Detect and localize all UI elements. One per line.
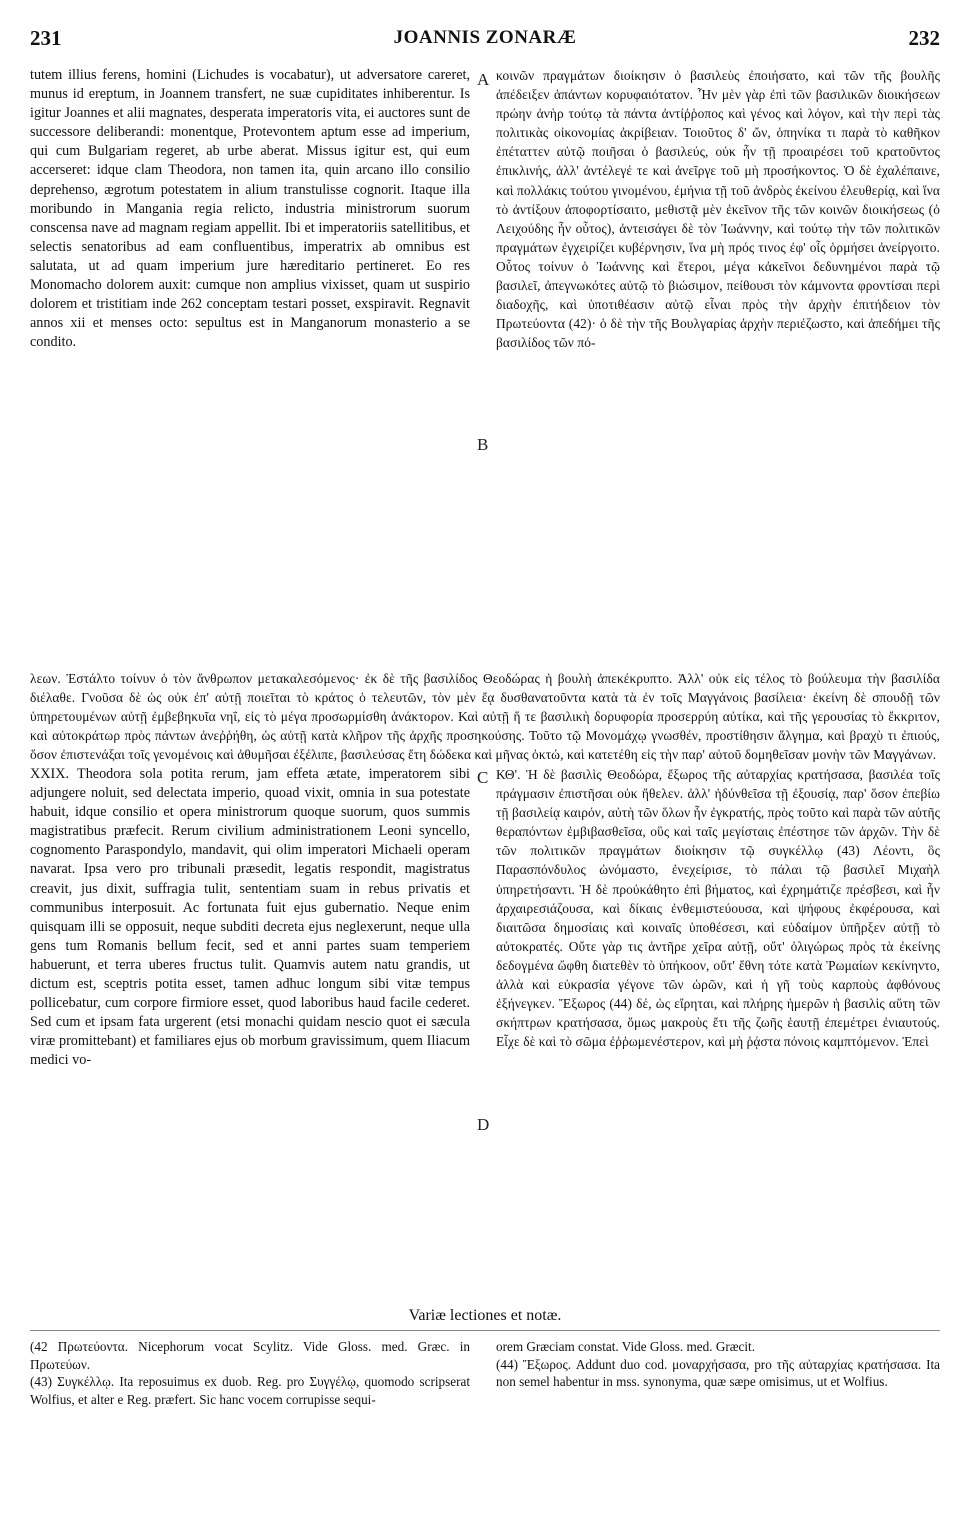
margin-letter-a: A	[477, 70, 490, 89]
notes-divider	[30, 1330, 940, 1331]
notes-left-column	[30, 1338, 470, 1408]
notes-right-column	[496, 1338, 940, 1391]
notes-title: Variæ lectiones et notæ.	[408, 1307, 562, 1324]
margin-letter-b: B	[477, 435, 489, 454]
left-page-number: 231	[30, 25, 62, 50]
note-44: (44) Ἔξωρος. Addunt duo cod. μοναρχήσασα, pro τῆς αὐταρχίας κρατήσασα. Ita non semel habentur in mss. synonyma, quæ sæpe omisimus, ut et Wolfius.	[496, 1356, 940, 1389]
running-title: JOANNIS ZONARÆ	[393, 27, 577, 48]
margin-letter-c: C	[477, 768, 489, 787]
latin-column-2: XXIX. Theodora sola potita rerum, jam effeta ætate, imperatorem sibi adjungere noluit, sed delectata imperio, quoad vixit, omnia in sua potestate habuit, idque consilio et opera ministrorum quoque suorum, quos summis magistratibus præfecit. Rerum civilium administrationem Leoni syncello, cognomento Paraspondylo, mandavit, qui olim imperatori Michaeli operam navarat. Ipsa vero pro tribunali præsedit, legatis respondit, magistratus creavit, jus dixit, suffragia tulit, sententiam suam in rebus privatis et communibus interposuit. Ac fortunata fuit ejus gubernatio. Neque enim quisquam illi se opposuit, neque subditi decreta ejus neglexerunt, neque ulla gens tum Romanis bellum fecit, sed et anni partes suam temperiem habuerunt, et terra uberes fructus tulit. Quamvis autem natu grandis, ut dictum est, sceptris potita esset, tamen adhuc longum sibi vitæ tempus pollicebatur, cum corpore firmiore esset, quod laboribus haud facile cederet. Sed cum et ipsam fata urgerent (etsi monachi quidam nescio quot ei sæcula viræ promittebant) et familiares ejus ob morbum gravissimum, quem Iliacum medici vo-	[30, 766, 470, 1069]
running-header	[30, 18, 940, 58]
greek-column-1: κοινῶν πραγμάτων διοίκησιν ὁ βασιλεὺς ἐποιήσατο, καὶ τῶν τῆς βουλῆς ἀπέδειξεν ἁπάντων κορυφαιότατον. Ἦν μὲν γὰρ ἐπὶ τῶν βασιλικῶν διοικήσεων πρώην ἀνὴρ τούτῳ τὰ πάντα ἀντίῤῥοπος καὶ γένος καὶ λόγον, καὶ τὴν περὶ τὰς πολιτικὰς οἰκονομίας ἀκρίβειαν. Τοιοῦτος δ' ὤν, ὁπηνίκα τι παρὰ τὸ καθῆκον ἐπέταττεν αὐτῷ ποιῆσαι ὁ βασιλεύς, οὐκ ἦν τῇ προαιρέσει τοῦ κρατοῦντος ἐπικλινής, ἀλλ' ἀντέλεγέ τε καὶ ἀνεῖργε τοῦ μὴ προσήκοντος. Ὁ δὲ ἐχαλέπαινε, καὶ πολλάκις τούτου γινομένου, ἐμήνια τῇ τοῦ ἀνδρὸς ἐκείνου ἐλευθερίᾳ, καὶ ἵνα τὸ ἀντίξουν ἀποφορτίσαιτο, μεθιστᾷ μὲν ἐκεῖνον τῆς τῶν κοινῶν διοικήσεως (ὁ Λειχούδης ἦν οὗτος), ἀντεισάγει δὲ τὸν Ἰωάννην, καὶ τούτῳ τὴν τῶν πολιτικῶν πραγμάτων ἐγχειρίζει κυβέρνησιν, ἵνα μὴ πρός τινος ἐφ' οἷς ὁρμήσει ἀνείργοιτο. Οὗτος τοίνυν ὁ Ἰωάννης καὶ ἕτεροι, μέγα κἀκεῖνοι δεδυνημένοι παρὰ τῷ βασιλεῖ, ἀπεγνωκότες αὐτῷ τὸ βιώσιμον, πείθουσι τὸν κάμνοντα φροντίσαι περὶ διαδοχῆς, καὶ ὑποτιθέασιν αὐτῷ εἶναι πρὸς τὴν ἀρχὴν ἐπιτήδειον τὸν Πρωτεύοντα (42)· ὁ δὲ τὴν τῆς Βουλγαρίας ἀρχὴν περιέζωστο, καὶ ἀπεδήμει τῆς βασιλίδος τῶν πό-	[496, 68, 940, 351]
note-42: (42 Πρωτεύοντα. Nicephorum vocat Scylitz. Vide Gloss. med. Græc. in Πρωτεύων.	[30, 1339, 470, 1372]
note-43: (43) Συγκέλλῳ. Ita reposuimus ex duob. Reg. pro Συγγέλῳ, quomodo scripserat Wolfius, et alter e Reg. præfert. Sic hanc vocem corrupisse sequi-	[30, 1374, 470, 1407]
right-page-number: 232	[908, 25, 940, 50]
note-43-continued: orem Græciam constat. Vide Gloss. med. Græcit.	[496, 1339, 756, 1354]
greek-column-2: ΚΘ'. Ἡ δὲ βασιλὶς Θεοδώρα, ἔξωρος τῆς αὐταρχίας κρατήσασα, βασιλέα τοῖς πράγμασιν ἐπιστῆσαι οὐκ ἤθελεν. ἀλλ' ἠδύνθεῖσα τῇ ἐξουσίᾳ, παρ' ὅσον ἐπεβίω τῇ βασιλείᾳ καιρόν, αὐτὴ τῶν ὅλων ἦν ἐγκρατής, πρὸς τοῦτο καὶ παρὰ τῶν αὐτῆς θεραπόντων ἐμβιβασθεῖσα, οὓς καὶ ταῖς μεγίσταις ἐπέστησε τῶν ἀρχῶν. Τὴν δὲ τῶν πολιτικῶν πραγμάτων διοίκησιν τῷ συγκέλλῳ (43) Λέοντι, ὃς Παρασπόνδυλος ὠνόμαστο, ἐνεχείρισε, τὸ πάλαι τῷ βασιλεῖ Μιχαὴλ ὑπηρετήσαντι. Ἡ δὲ προὐκάθητο ἐπὶ βήματος, καὶ ἐχρημάτιζε πρέσβεσι, καὶ ἦν ἀρχαιρεσιάζουσα, καὶ δίκαις ἐνθεμιστεύουσα, καὶ ψήφους ἐκφέρουσα, καὶ διαιτῶσα δημοσίαις καὶ κοιναῖς ὑποθέσεσι, καὶ εὐδαίμον ὑπῆρξεν αὐτῇ τὸ αὐτοκρατές. Οὔτε γὰρ τις ἀντῆρε χεῖρα αὐτῇ, οὔτ' ὀλιγώρως πρὸς τὰ ἐκείνης δεδογμένα ὤφθη διατεθὲν τὸ ὑπήκοον, οὔτ' ἔθνη τότε κατὰ Ῥωμαίων κεκίνηντο, ἀλλὰ καὶ εὐκρασία γέγονε τῶν ὡρῶν, καὶ ἡ γῆ τοὺς καρποὺς ἀφθόνους ἐξήνεγκεν. Ἔξωρος (44) δέ, ὡς εἴρηται, καὶ πλήρης ἡμερῶν ἡ βασιλὶς αὕτη τῶν σκήπτρων κρατήσασα, ὅμως μακροὺς ἔτι τῆς ζωῆς ἑαυτῇ ἐπεμέτρει ἐνιαυτούς. Εἶχε δὲ καὶ τὸ σῶμα ἐῤῥωμενέστερον, καὶ μὴ ῥᾴστα πόνοις καμπτόμενον. Ἐπεὶ	[496, 767, 940, 1050]
margin-letter-d: D	[477, 1115, 490, 1134]
greek-fullwidth-paragraph: λεων. Ἐστάλτο τοίνυν ὁ τὸν ἄνθρωπον μετακαλεσόμενος· ἐκ δὲ τῆς βασιλίδος Θεοδώρας ἡ βουλὴ ἀπεκέκρυπτο. Ἀλλ' οὐκ εἰς τέλος τὸ βούλευμα τὴν βασιλίδα διέλαθε. Γνοῦσα δὲ ὡς οὐκ ἐπ' αὐτῇ ποιεῖται τὸ κράτος ὁ τελευτῶν, τὸν μὲν ἔᾳ δυσθανατοῦντα κατὰ τὰ ἐν τοῖς Μαγγάνοις βασίλεια· ἐκείνη δὲ σπουδῇ τῶν ὑπηρετουμένων αὐτῇ ἐμβεβηκυῖα νηΐ, εἰς τὸ μέγα προσωρμίσθη ἀνάκτορον. Καὶ αὐτῇ ἥ τε βασιλικὴ δορυφορία προσερρύη αὐτίκα, καὶ τῆς γερουσίας τὸ ἔκκριτον, καὶ αὐτοκράτωρ πρὸς πάντων ἀνεῤῥήθη, ὡς αὐτῇ κατὰ κλῆρον τῆς ἀρχῆς προσηκούσης. Τοῦτο τῷ Μονομάχῳ γνωσθέν, προστίθησιν ἄλγημα, καὶ βραχὺ τι ἐπιούς, ὅσον ἐπιστενάξαι τοῖς γενομένοις καὶ ἀθυμῆσαι ἐξέλιπε, βασιλεύσας ἔτη δώδεκα καὶ μῆνας ὀκτώ, καὶ κατετέθη εἰς τὴν παρ' αὐτοῦ δομηθεῖσαν μονὴν τῶν Μαγγάνων.	[30, 671, 940, 763]
latin-column-1: tutem illius ferens, homini (Lichudes is vocabatur), ut adversatore careret, munus id ereptum, in Joannem transfert, ne suæ cupiditates inhiberentur. Is igitur Joannes et alii magnates, desperata imperatoris vita, ei auctores sunt de successore deliberandi: monentque, Protevontem aptum esse ad imperium, qui cum Bulgariam regeret, ab urbe aberat. Missus igitur est, qui eum accerseret: idque clam Theodora, non tamen ita, quin arcano illo consilio deprehenso, ægrotum potestatem in alium transtulisse cognorit. Itaque illa moribundo in Mangania regia relicto, industria ministrorum suorum conscensa nave ad magnam regiam appellit. Ibi et imperatoriis satellitibus, et selectis senatoribus ad eam confluentibus, imperatrix ab omnibus est salutata, ut ad quam imperium jure hæreditario pertineret. Eo res Monomacho dolorem auxit: cumque non amplius vixisset, quam ut suspirio dolorem et tristitiam inde 262 conceptam testari posset, exspiravit. Regnavit annos xii et menses octo: sepultus est in Manganorum monasterio a se condito.	[30, 67, 470, 351]
